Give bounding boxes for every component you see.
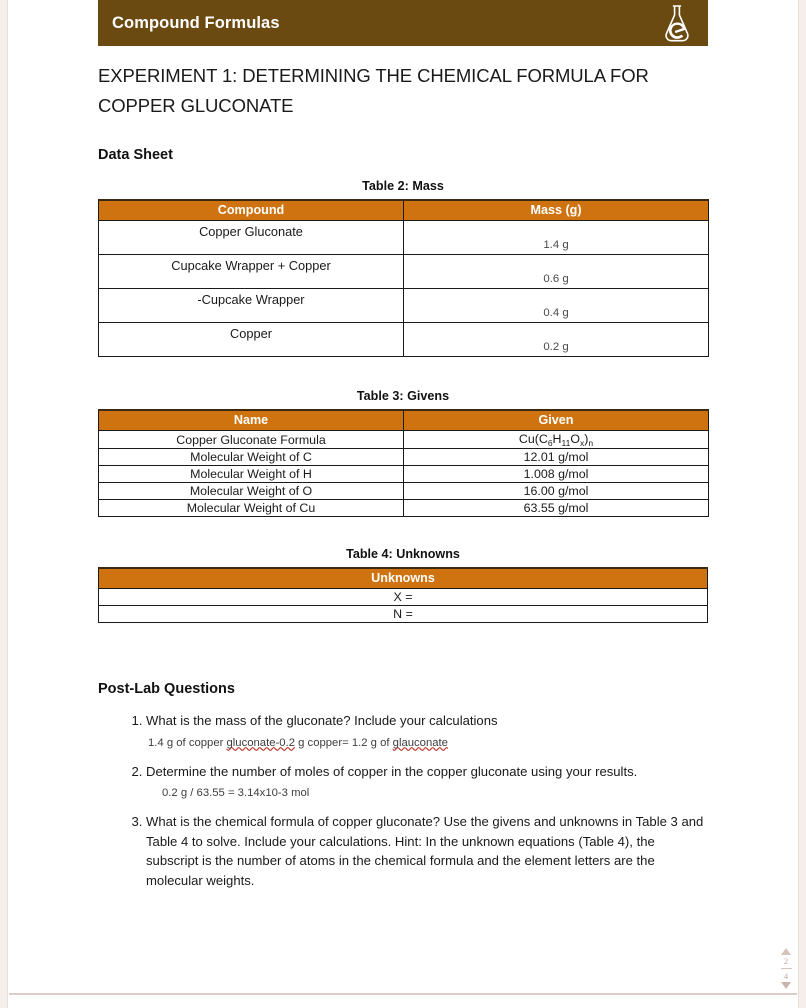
table-row [99,466,709,483]
formula-part: ) [584,432,589,446]
table-4-unknowns [98,567,708,623]
viewer-right-margin [798,0,806,1008]
document-banner [98,0,708,46]
document-content [98,0,708,901]
formula-subscript: 6 [547,438,553,448]
table-row [99,289,709,323]
viewer-left-margin [0,0,8,1008]
question-1-text: 1. What is the mass of the gluconate? Include your calculations [146,713,498,728]
page-down-arrow-icon[interactable] [781,982,791,989]
list-item [146,711,708,751]
table-3-given-3: 16.00 g/mol [404,483,709,500]
table-row [99,449,709,466]
table-header-row [99,200,709,221]
table-3-header-given: Given [404,410,709,431]
formula-part: H [552,432,562,446]
formula-subscript: n [588,438,594,448]
table-3-name-4: Molecular Weight of Cu [99,500,404,517]
table-2-mass [98,199,709,357]
table-3-given-0 [404,431,709,449]
table-2-mass-1[interactable]: 0.6 g [404,255,709,289]
table-4-header-unknowns: Unknowns [99,568,708,589]
table-3-given-4: 63.55 g/mol [404,500,709,517]
table-3-given-1: 12.01 g/mol [404,449,709,466]
table-4-caption: Table 4: Unknowns [346,547,460,561]
total-page-number: 4 [783,971,789,981]
table-row [99,431,709,449]
table-2-header-compound: Compound [99,200,404,221]
table-row [99,483,709,500]
table-3-name-1: Molecular Weight of C [99,449,404,466]
table-3-header-name: Name [99,410,404,431]
table-2-caption: Table 2: Mass [362,179,444,193]
table-2-mass-0[interactable]: 1.4 g [404,221,709,255]
list-item [146,762,708,802]
table-3-wrapper [98,389,708,517]
formula-part: O [570,432,580,446]
table-2-compound-0: Copper Gluconate [99,221,404,255]
table-3-givens [98,409,709,517]
flask-e-logo-icon [660,3,694,43]
table-header-row [99,410,709,431]
table-row [99,221,709,255]
table-row [99,255,709,289]
postlab-question-list [98,711,708,890]
table-2-wrapper [98,179,708,357]
scroll-track[interactable] [780,0,789,930]
page-nav-divider [781,968,792,969]
table-2-mass-3[interactable]: 0.2 g [404,323,709,357]
document-page [9,0,797,995]
page-navigator[interactable] [777,948,795,989]
page-title: EXPERIMENT 1: DETERMINING THE CHEMICAL FORMULA FOR COPPER GLUCONATE [98,65,649,116]
table-2-header-mass: Mass (g) [404,200,709,221]
table-2-compound-3: Copper [99,323,404,357]
table-2-compound-1: Cupcake Wrapper + Copper [99,255,404,289]
question-2-text: 2. Determine the number of moles of copper in the copper gluconate using your results. [146,763,638,779]
question-2-answer[interactable]: 0.2 g / 63.55 = 3.14x10-3 mol [162,787,310,799]
banner-title: Compound Formulas [112,13,280,32]
formula-subscript: 11 [561,438,571,448]
table-row [99,606,708,623]
table-4-unknown-n[interactable]: N = [99,606,708,623]
table-4-wrapper [98,547,708,623]
question-3-text: 3. What is the chemical formula of copper gluconate? Use the givens and unknowns in Table 3 and Table 4 to solve. Include your calculations. Hint: In the unknown equations (Table 4), the subscript is the number of atoms in the chemical formula and the element letters are the molecular weights. [146,814,704,888]
table-row [99,323,709,357]
list-item [146,812,708,890]
postlab-heading: Post-Lab Questions [98,681,235,697]
table-header-row [99,568,708,589]
table-row [99,500,709,517]
table-3-name-3: Molecular Weight of O [99,483,404,500]
page-up-arrow-icon[interactable] [781,948,791,955]
answer-fragment: 1.4 g of copper [148,736,227,749]
answer-misspelled-fragment: glauconate [392,736,448,749]
formula-part: Cu(C [518,432,548,446]
data-sheet-heading: Data Sheet [98,147,173,163]
table-3-name-0: Copper Gluconate Formula [99,431,404,449]
question-1-answer[interactable] [148,735,708,751]
answer-fragment: g copper= 1.2 g of [294,736,393,749]
table-3-name-2: Molecular Weight of H [99,466,404,483]
table-row [99,589,708,606]
table-4-unknown-x[interactable]: X = [99,589,708,606]
table-3-caption: Table 3: Givens [356,389,450,403]
table-2-mass-2[interactable]: 0.4 g [404,289,709,323]
answer-misspelled-fragment: gluconate-0.2 [226,736,295,749]
table-2-compound-2: -Cupcake Wrapper [99,289,404,323]
table-3-given-2: 1.008 g/mol [404,466,709,483]
formula-subscript: x [579,438,585,448]
current-page-number: 2 [783,956,789,966]
